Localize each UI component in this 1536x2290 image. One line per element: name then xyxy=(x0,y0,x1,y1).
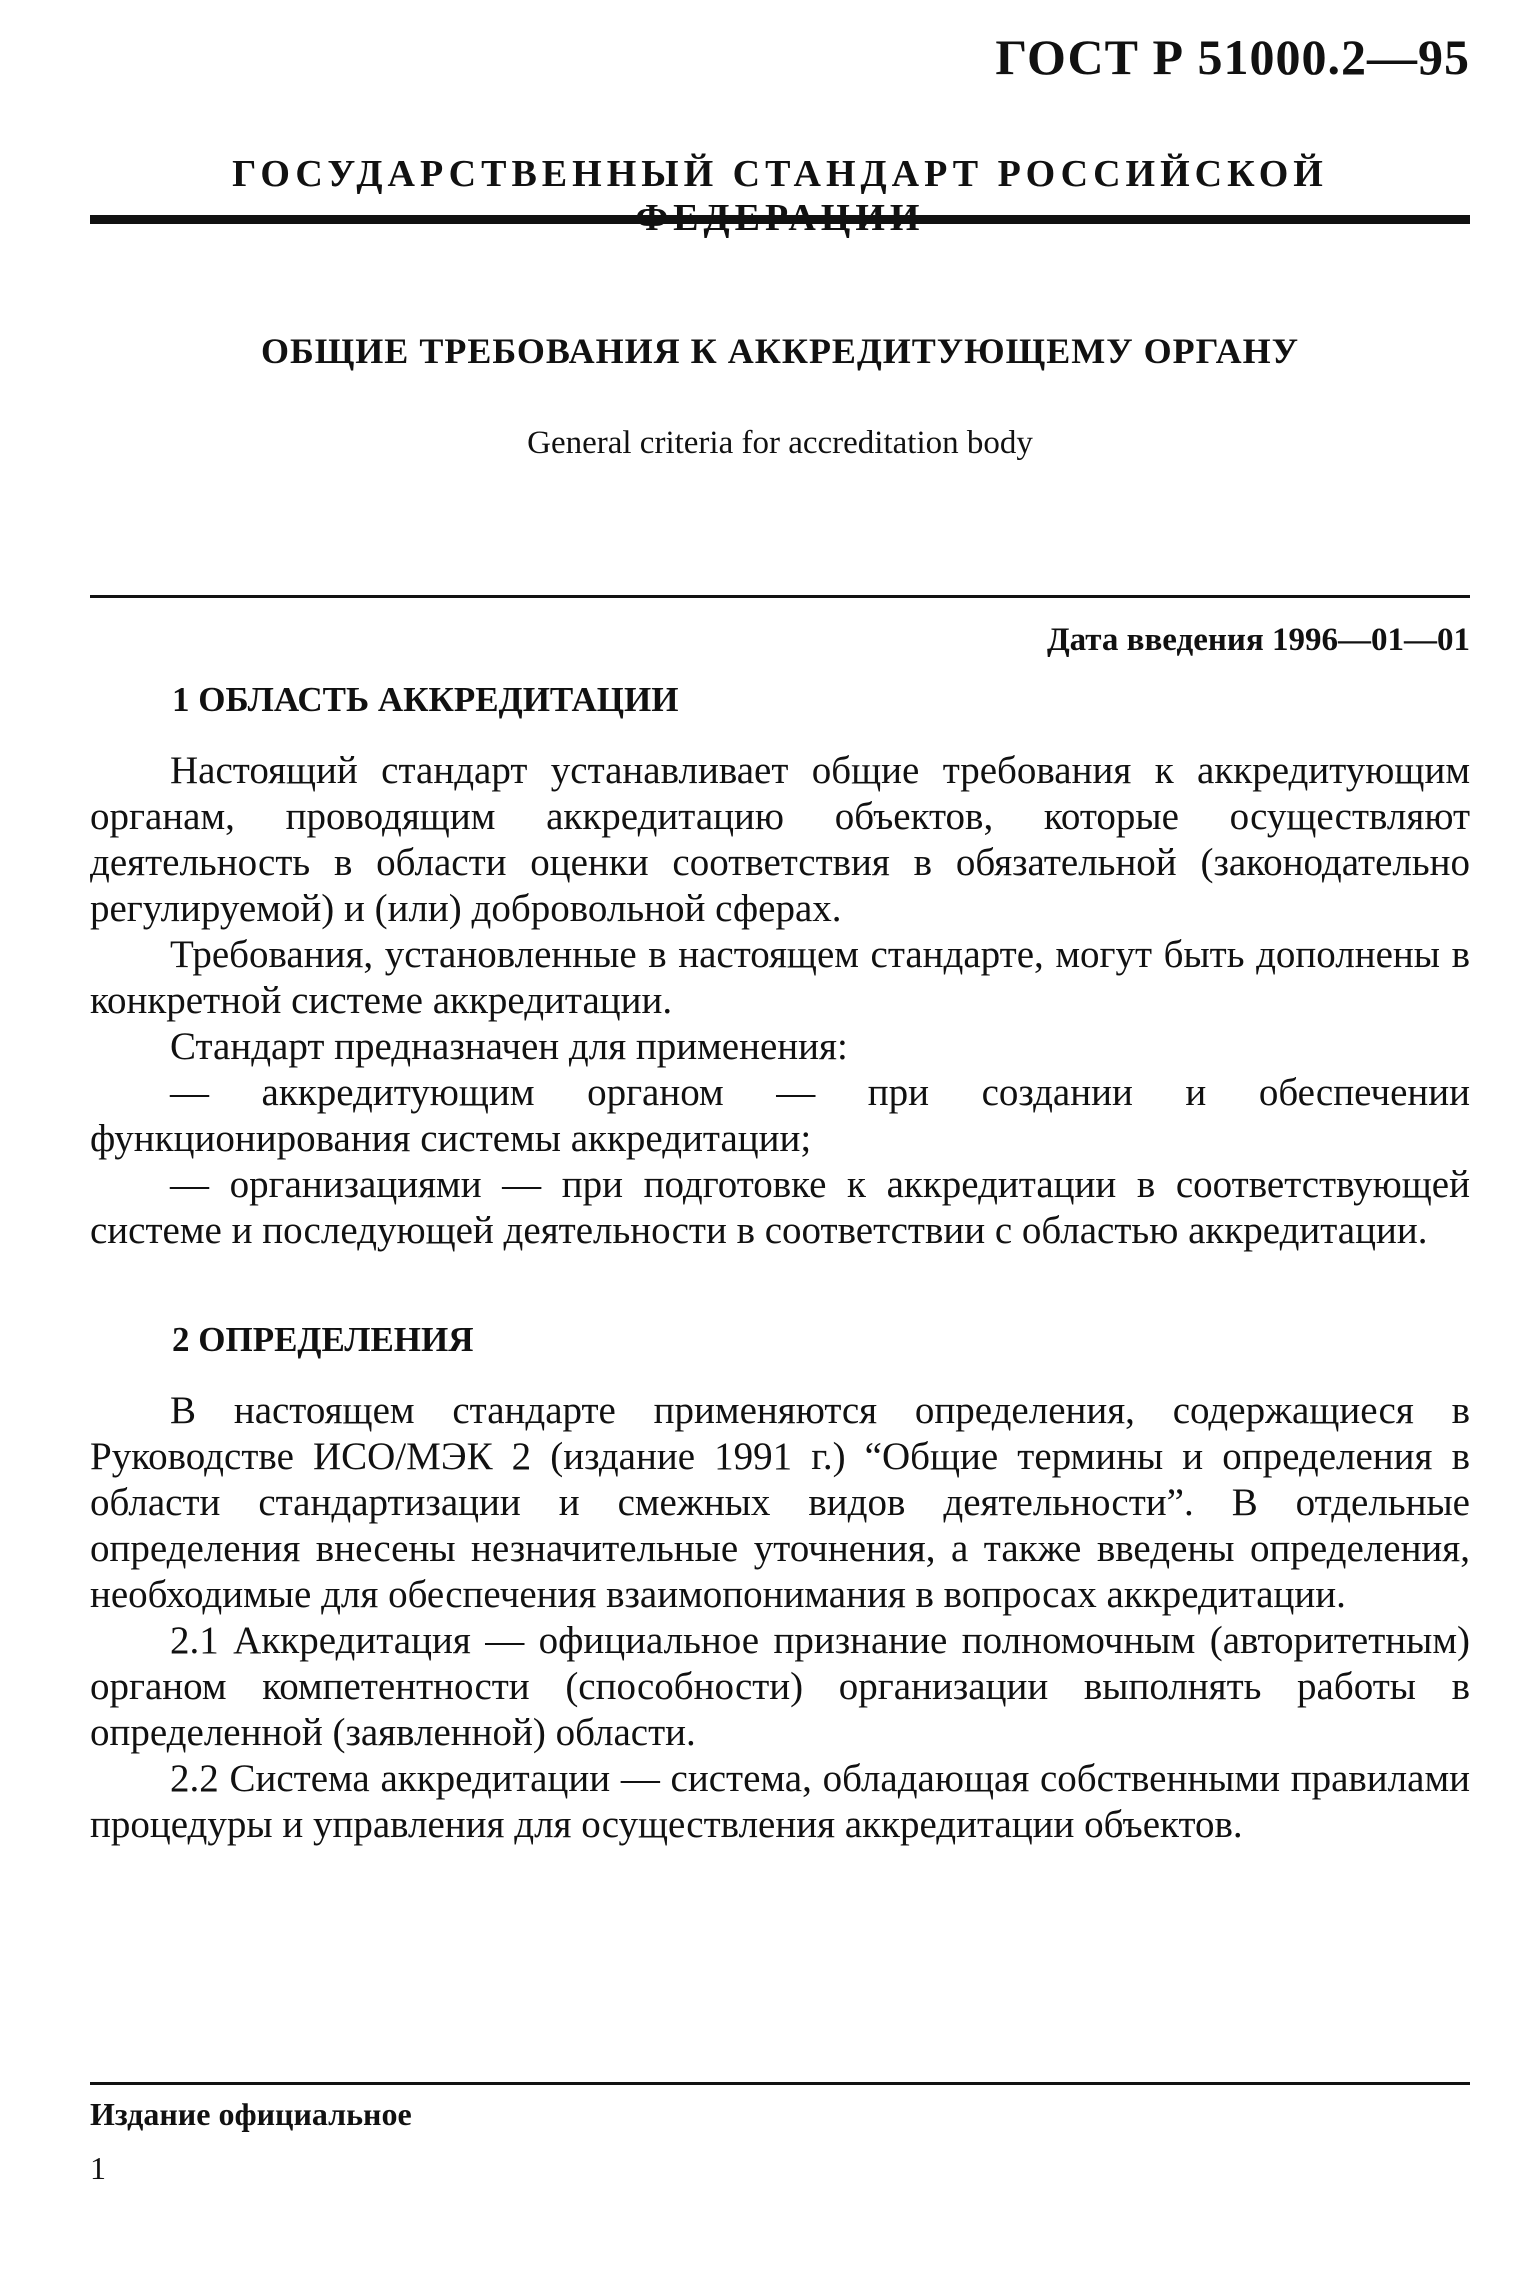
page-number: 1 xyxy=(90,2150,106,2186)
footer-divider xyxy=(90,2082,1470,2085)
paragraph: Требования, установленные в настоящем стандарте, могут быть дополнены в конкретной системе аккредитации. xyxy=(90,933,1470,1022)
document-number: ГОСТ Р 51000.2—95 xyxy=(995,29,1470,85)
section-definitions xyxy=(90,1320,1470,1848)
document-title: ОБЩИЕ ТРЕБОВАНИЯ К АККРЕДИТУЮЩЕМУ ОРГАНУ xyxy=(260,331,1300,371)
paragraph: В настоящем стандарте применяются определения, содержащиеся в Руководстве ИСО/МЭК 2 (издание 1991 г.) “Общие термины и определения в области стандартизации и смежных видов деятельности”. В отдельные определения внесены незначительные уточнения, а также введены определения, необходимые для обеспечения взаимопонимания в вопросах аккредитации. xyxy=(90,1389,1470,1616)
title-divider xyxy=(90,595,1470,598)
list-item: — организациями — при подготовке к аккредитации в соответствующей системе и последующей деятельности в соответствии с областью аккредитации. xyxy=(90,1163,1470,1252)
document-page xyxy=(90,0,1470,2290)
paragraph: Стандарт предназначен для применения: xyxy=(170,1025,848,1068)
state-standard-heading: ГОСУДАРСТВЕННЫЙ СТАНДАРТ РОССИЙСКОЙ xyxy=(232,153,1328,195)
document-title-english: General criteria for accreditation body xyxy=(527,425,1033,461)
paragraph: Настоящий стандарт устанавливает общие требования к аккредитующим органам, проводящим аккредитацию объектов, которые осуществляют деятельность в области оценки соответствия в обязательной (законодательно регулируемой) и (или) добровольной сферах. xyxy=(90,749,1470,930)
section-scope xyxy=(90,680,1470,1254)
section-heading: 1 ОБЛАСТЬ АККРЕДИТАЦИИ xyxy=(172,680,679,719)
introduction-date: Дата введения 1996—01—01 xyxy=(1046,622,1470,658)
definition-item: 2.2 Система аккредитации — система, обладающая собственными правилами процедуры и управления для осуществления аккредитации объектов. xyxy=(90,1757,1470,1846)
definition-item: 2.1 Аккредитация — официальное признание полномочным (авторитетным) органом компетентности (способности) организации выполнять работы в определенной (заявленной) области. xyxy=(90,1619,1470,1754)
list-item: — аккредитующим органом — при создании и обеспечении функционирования системы аккредитации; xyxy=(90,1071,1470,1160)
official-edition-label: Издание официальное xyxy=(90,2096,412,2132)
section-heading: 2 ОПРЕДЕЛЕНИЯ xyxy=(172,1320,474,1359)
header-divider xyxy=(90,215,1470,224)
